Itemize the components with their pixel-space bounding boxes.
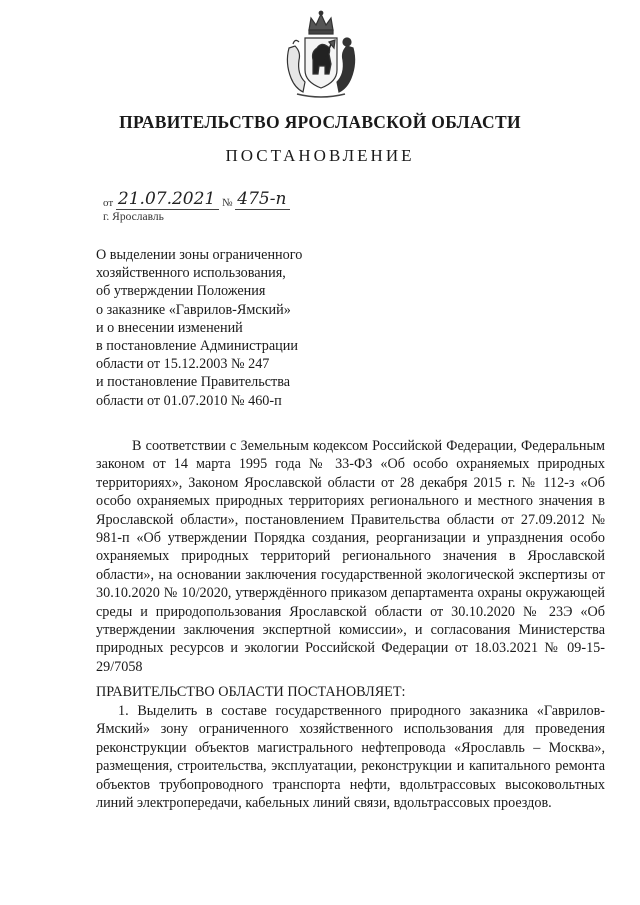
clause-1-paragraph: 1. Выделить в составе государственного природного заказника «Гаврилов-Ямский» зону ограниченного хозяйственного использования для проведения реконструкции объектов магистрального нефтепровода «Ярославль – Москва», размещения, строительства, эксплуатации, реконструкции и капитального ремонта объектов трубопроводного транспорта нефти, вдольтрассовых высоковольтных линий электропередачи, кабельных линий связи, вдольтрассовых проездов. xyxy=(96,703,605,812)
handwritten-number: 475-п xyxy=(235,189,290,210)
date-prefix: от xyxy=(103,197,114,209)
decree-heading: ПРАВИТЕЛЬСТВО ОБЛАСТИ ПОСТАНОВЛЯЕТ: xyxy=(96,684,406,700)
subject-line: в постановление Администрации xyxy=(96,338,298,355)
subject-line: области от 15.12.2003 № 247 xyxy=(96,356,270,373)
coat-of-arms-icon xyxy=(281,8,361,100)
subject-line: и о внесении изменений xyxy=(96,319,243,336)
subject-line: области от 01.07.2010 № 460-п xyxy=(96,392,282,409)
city-line: г. Ярославль xyxy=(103,211,164,223)
subject-line: О выделении зоны ограниченного xyxy=(96,247,303,263)
subject-line: и постановление Правительства xyxy=(96,374,291,391)
date-number-line xyxy=(103,191,290,211)
number-prefix: № xyxy=(222,197,233,209)
government-title: ПРАВИТЕЛЬСТВО ЯРОСЛАВСКОЙ ОБЛАСТИ xyxy=(119,112,521,132)
document-type: ПОСТАНОВЛЕНИЕ xyxy=(225,146,415,165)
handwritten-date: 21.07.2021 xyxy=(116,189,219,210)
subject-line: о заказнике «Гаврилов-Ямский» xyxy=(96,301,291,318)
subject-block xyxy=(96,246,336,410)
subject-line: об утверждении Положения xyxy=(96,283,266,300)
subject-line: хозяйственного использования, xyxy=(96,265,286,282)
preamble-paragraph: В соответствии с Земельным кодексом Российской Федерации, Федеральным законом от 14 марта 1995 года № 33-ФЗ «Об особо охраняемых природных территориях», Законом Ярославской области от 28 декабря 2015 г. № 112-з «Об особо охраняемых природных территориях регионального и местного значения в Ярославской области», постановлением Правительства области от 27.09.2012 № 981-п «Об утверждении Порядка создания, реорганизации и упразднения особо охраняемых природных территорий регионального значения в Ярославской области», на основании заключения государственной экологической экспертизы от 30.10.2020 № 10/2020, утверждённого приказом департамента охраны окружающей среды и природопользования Ярославской области от 30.10.2020 № 23Э «Об утверждении заключения экспертной комиссии», и согласования Министерства природных ресурсов и экологии Российской Федерации от 18.03.2021 № 09-15-29/7058 xyxy=(96,438,605,675)
